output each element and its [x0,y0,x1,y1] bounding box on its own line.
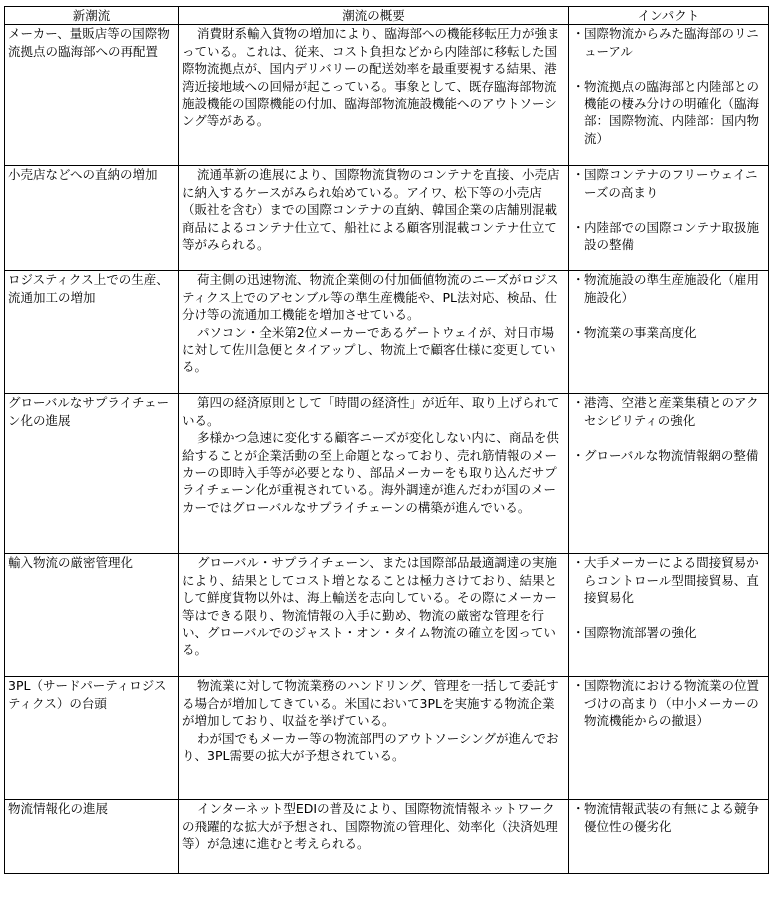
impact-text: 物流拠点の臨海部と内陸部との機能の棲み分けの明確化（臨海部：国際物流、内陸部：国内物流） [584,78,760,146]
overview-paragraph: パソコン・全米第2位メーカーであるゲートウェイが、対日市場に対して佐川急便とタイアップし、物流上で顧客仕様に変更している。 [182,324,556,375]
impact-list [572,554,765,641]
impact-list [572,25,765,147]
overview-cell [179,677,569,800]
bullet-dot-icon: ・ [572,272,585,288]
impact-list [572,394,765,464]
impact-item [572,271,765,306]
impact-list [572,800,765,835]
overview-paragraph: 消費財系輸入貨物の増加により、臨海部への機能移転圧力が強まっている。これは、従来、コスト負担などから内陸部に移転した国際物流拠点が、国内デリバリーの配送効率を最重要視する結果、港湾近接地域への回帰が起こっている。事象として、既存臨海部物流施設機能の国際機能の付加、臨海部物流施設機能へのアウトソーシング等がある。 [182,26,560,129]
overview-paragraph: わが国でもメーカー等の物流部門のアウトソーシングが進んでおり、3PL需要の拡大が予想されている。 [182,730,559,764]
table-row [5,554,769,677]
impact-cell [569,394,769,554]
impact-item [572,624,765,641]
impact-text: 物流施設の準生産施設化（雇用施設化） [584,272,760,305]
overview-cell [179,166,569,271]
trend-cell: 物流情報化の進展 [5,800,179,874]
impact-item [572,324,765,341]
header-trend: 新潮流 [5,7,179,25]
trends-table [4,6,769,874]
impact-item [572,800,765,835]
impact-list [572,271,765,341]
impact-item [572,554,765,606]
impact-cell [569,25,769,166]
bullet-dot-icon: ・ [572,801,585,817]
overview-paragraph: 物流業に対して物流業務のハンドリング、管理を一括して委託する場合が増加してきている。米国において3PLを実施する物流企業が増加しており、収益を挙げている。 [182,678,559,729]
impact-text: 内陸部での国際コンテナ取扱施設の整備 [584,219,760,253]
overview-paragraph: 多様かつ急速に変化する顧客ニーズが変化しない内に、商品を供給することが企業活動の至上命題となっており、売れ筋情報のメーカーの即時入手等が必要となり、部品メーカーをも取り込んだサプライチェーン化が重視されている。海外調達が進んだわが国のメーカーではグローバルなサプライチェーンの構築が進んでいる。 [182,430,559,515]
overview-cell [179,554,569,677]
header-impact: インパクト [569,7,769,25]
trend-cell: メーカー、量販店等の国際物流拠点の臨海部への再配置 [5,25,179,166]
bullet-dot-icon: ・ [572,167,585,183]
trend-cell: 輸入物流の厳密管理化 [5,554,179,677]
overview-paragraph: グローバル・サプライチェーン、または国際部品最適調達の実施により、結果としてコスト増となることは極力さけており、結果として鮮度貨物以外は、海上輸送を志向している。その際にメーカー等はできる限り、物流情報の入手に勤め、物流の厳密な管理を行い、グローバルでのジャスト・オン・タイム物流の確立を図っている。 [182,555,558,658]
bullet-dot-icon: ・ [572,324,585,340]
trend-cell: グローバルなサプライチェーン化の進展 [5,394,179,554]
impact-text: 大手メーカーによる間接貿易からコントロール型間接貿易、直接貿易化 [584,555,759,606]
impact-text: 港湾、空港と産業集積とのアクセシビリティの強化 [584,395,759,428]
table-body [5,25,769,874]
impact-list [572,677,765,729]
impact-text: グローバルな物流情報網の整備 [584,447,759,463]
impact-cell [569,271,769,394]
overview-cell [179,271,569,394]
impact-text: 国際物流部署の強化 [584,625,697,641]
impact-item [572,394,765,429]
bullet-dot-icon: ・ [572,678,585,694]
impact-text: 国際コンテナのフリーウェイニーズの高まり [584,167,758,200]
header-row [5,7,769,25]
overview-cell [179,800,569,874]
table-row [5,800,769,874]
impact-item [572,78,765,148]
table-row [5,394,769,554]
impact-item [572,219,765,254]
bullet-dot-icon: ・ [572,78,585,94]
bullet-dot-icon: ・ [572,26,585,42]
table-row [5,25,769,166]
bullet-dot-icon: ・ [572,219,585,235]
impact-item [572,166,765,201]
table-row [5,271,769,394]
impact-cell [569,800,769,874]
impact-text: 国際物流からみた臨海部のリニューアル [584,26,759,59]
overview-cell [179,25,569,166]
overview-paragraph: 流通革新の進展により、国際物流貨物のコンテナを直接、小売店に納入するケースがみられ始めている。アイワ、松下等の小売店（販社を含む）までの国際コンテナの直納、韓国企業の店舗別混載商品によるコンテナ仕立て、船社による顧客別混載コンテナ仕立て等がみられる。 [182,167,560,253]
overview-paragraph: インターネット型EDIの普及により、国際物流情報ネットワークの飛躍的な拡大が予想され、国際物流の管理化、効率化（決済処理等）が急速に進むと考えられる。 [182,801,558,852]
impact-text: 物流業の事業高度化 [584,324,697,340]
impact-list [572,166,765,253]
trend-cell: ロジスティクス上での生産、流通加工の増加 [5,271,179,394]
overview-cell [179,394,569,554]
bullet-dot-icon: ・ [572,395,585,411]
header-overview: 潮流の概要 [179,7,569,25]
impact-item [572,677,765,729]
trend-cell: 小売店などへの直納の増加 [5,166,179,271]
impact-cell [569,554,769,677]
impact-cell [569,677,769,800]
overview-paragraph: 荷主側の迅速物流、物流企業側の付加価値物流のニーズがロジスティクス上でのアセンブル等の準生産機能や、PL法対応、検品、仕分け等の流通加工機能を増加させている。 [182,272,559,323]
table-row [5,166,769,271]
bullet-dot-icon: ・ [572,555,585,571]
bullet-dot-icon: ・ [572,625,585,641]
trend-cell: 3PL（サードパーティロジスティクス）の台頭 [5,677,179,800]
table-row [5,677,769,800]
impact-text: 国際物流における物流業の位置づけの高まり（中小メーカーの物流機能からの撤退） [584,678,760,729]
impact-item [572,25,765,60]
bullet-dot-icon: ・ [572,447,585,463]
overview-paragraph: 第四の経済原則として「時間の経済性」が近年、取り上げられている。 [182,395,560,428]
impact-cell [569,166,769,271]
impact-item [572,447,765,464]
impact-text: 物流情報武装の有無による競争優位性の優劣化 [584,801,760,834]
